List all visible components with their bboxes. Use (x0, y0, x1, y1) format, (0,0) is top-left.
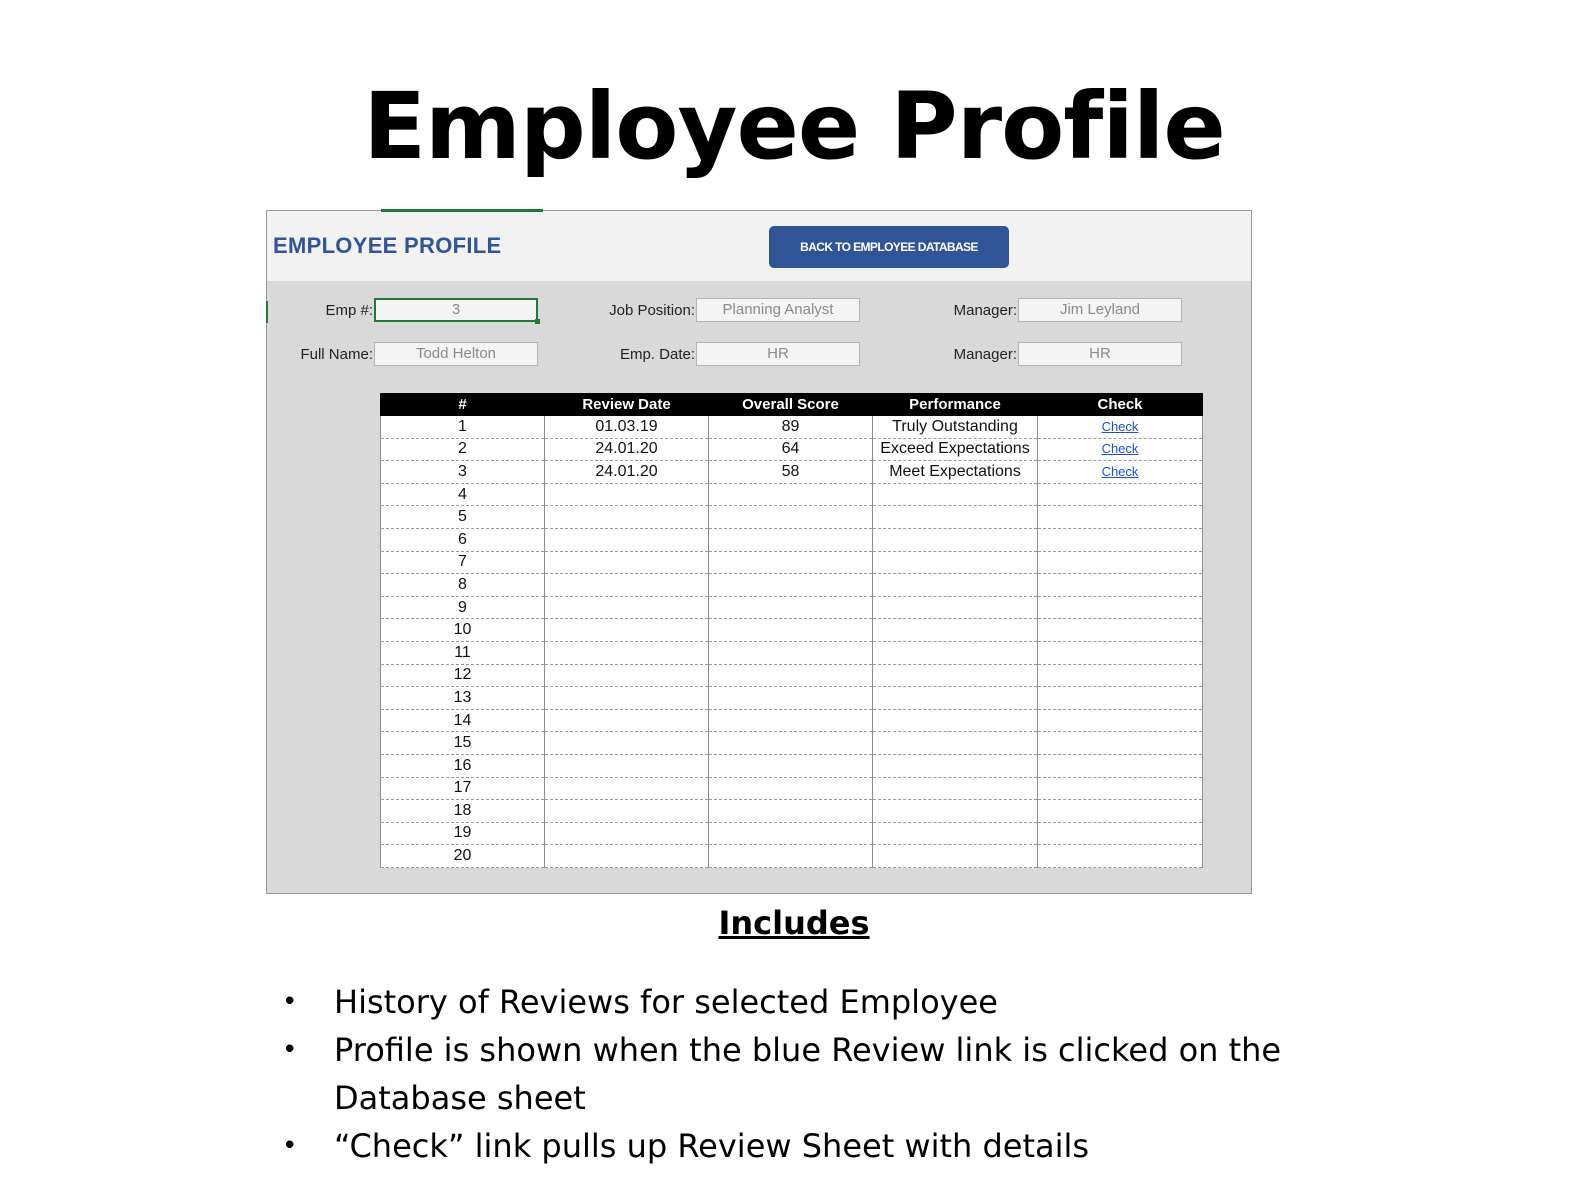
row-number-cell[interactable]: 12 (381, 664, 545, 687)
check-link[interactable]: Check (1101, 441, 1139, 457)
overall-score-cell[interactable] (709, 641, 873, 664)
panel-header (267, 211, 1251, 281)
table-row (381, 438, 1203, 461)
row-number-cell[interactable]: 14 (381, 709, 545, 732)
review-date-cell[interactable] (545, 709, 709, 732)
performance-cell[interactable]: Exceed Expectations (873, 438, 1038, 461)
emp-number-field[interactable] (374, 298, 538, 322)
performance-cell[interactable] (873, 800, 1038, 823)
row-number-cell[interactable]: 4 (381, 483, 545, 506)
check-cell[interactable] (1038, 732, 1203, 755)
bullet-icon: • (282, 1131, 298, 1161)
overall-score-cell[interactable] (709, 506, 873, 529)
emp-number-value: 3 (451, 301, 461, 318)
overall-score-cell[interactable] (709, 709, 873, 732)
slide-title: Employee Profile (363, 73, 1225, 180)
review-date-cell[interactable] (545, 483, 709, 506)
review-date-cell[interactable] (545, 619, 709, 642)
row-number-cell[interactable]: 15 (381, 732, 545, 755)
check-cell[interactable] (1038, 664, 1203, 687)
performance-cell[interactable] (873, 845, 1038, 868)
performance-cell[interactable] (873, 732, 1038, 755)
table-row (381, 709, 1203, 732)
check-cell[interactable] (1038, 641, 1203, 664)
overall-score-cell[interactable] (709, 845, 873, 868)
bullet-icon: • (282, 987, 298, 1017)
job-position-label: Job Position: (609, 302, 695, 319)
row-number-cell[interactable]: 5 (381, 506, 545, 529)
performance-cell[interactable] (873, 664, 1038, 687)
includes-list (282, 978, 1282, 1170)
col-header-performance[interactable]: Performance (873, 393, 1038, 416)
manager-field[interactable]: Jim Leyland (1018, 298, 1182, 322)
table-row (381, 528, 1203, 551)
row-number-cell[interactable]: 2 (381, 438, 545, 461)
performance-cell[interactable] (873, 528, 1038, 551)
bullet-text: History of Reviews for selected Employee (334, 983, 998, 1021)
performance-cell[interactable] (873, 619, 1038, 642)
list-item (282, 1122, 1282, 1170)
table-header-row (381, 393, 1203, 416)
check-link[interactable]: Check (1101, 418, 1139, 434)
panel-heading: EMPLOYEE PROFILE (273, 233, 502, 258)
fill-handle[interactable] (535, 319, 540, 324)
performance-cell[interactable] (873, 574, 1038, 597)
row-number-cell[interactable]: 7 (381, 551, 545, 574)
review-date-cell[interactable] (545, 845, 709, 868)
check-cell[interactable] (1038, 709, 1203, 732)
review-date-cell[interactable] (545, 732, 709, 755)
overall-score-cell[interactable]: 58 (709, 461, 873, 484)
selected-row-accent (266, 301, 268, 323)
employee-profile-panel (266, 210, 1252, 894)
table-row (381, 574, 1203, 597)
table-row (381, 800, 1203, 823)
performance-cell[interactable] (873, 709, 1038, 732)
performance-cell[interactable] (873, 483, 1038, 506)
review-date-cell[interactable] (545, 506, 709, 529)
review-date-cell[interactable] (545, 800, 709, 823)
overall-score-cell[interactable] (709, 800, 873, 823)
table-row (381, 664, 1203, 687)
overall-score-cell[interactable] (709, 777, 873, 800)
row-number-cell[interactable]: 13 (381, 687, 545, 710)
row-number-cell[interactable]: 9 (381, 596, 545, 619)
col-header-check[interactable]: Check (1038, 393, 1203, 416)
emp-number-label: Emp #: (325, 302, 373, 319)
full-name-field[interactable]: Todd Helton (374, 342, 538, 366)
row-number-cell[interactable]: 6 (381, 528, 545, 551)
performance-cell[interactable] (873, 641, 1038, 664)
check-cell[interactable] (1038, 822, 1203, 845)
overall-score-cell[interactable] (709, 596, 873, 619)
performance-cell[interactable]: Truly Outstanding (873, 416, 1038, 438)
review-date-cell[interactable] (545, 664, 709, 687)
review-date-cell[interactable]: 24.01.20 (545, 438, 709, 461)
row-number-cell[interactable]: 19 (381, 822, 545, 845)
row-number-cell[interactable]: 16 (381, 754, 545, 777)
row-number-cell[interactable]: 20 (381, 845, 545, 868)
emp-date-label: Emp. Date: (619, 346, 695, 363)
manager-label: Manager: (953, 302, 1017, 319)
review-date-cell[interactable] (545, 551, 709, 574)
overall-score-cell[interactable] (709, 687, 873, 710)
check-cell[interactable] (1038, 619, 1203, 642)
review-date-cell[interactable] (545, 754, 709, 777)
performance-cell[interactable] (873, 596, 1038, 619)
overall-score-cell[interactable] (709, 754, 873, 777)
check-cell[interactable] (1038, 777, 1203, 800)
bullet-text: “Check” link pulls up Review Sheet with details (334, 1127, 1090, 1165)
row-number-cell[interactable]: 11 (381, 641, 545, 664)
check-cell[interactable] (1038, 845, 1203, 868)
table-row (381, 845, 1203, 868)
table-row (381, 551, 1203, 574)
list-item (282, 978, 1282, 1026)
performance-cell[interactable] (873, 506, 1038, 529)
list-item (282, 1026, 1282, 1122)
table-row (381, 777, 1203, 800)
overall-score-cell[interactable] (709, 528, 873, 551)
overall-score-cell[interactable] (709, 551, 873, 574)
check-cell[interactable] (1038, 800, 1203, 823)
table-row (381, 596, 1203, 619)
row-number-cell[interactable]: 8 (381, 574, 545, 597)
job-position-field[interactable]: Planning Analyst (696, 298, 860, 322)
check-cell[interactable] (1038, 416, 1203, 438)
review-date-cell[interactable] (545, 641, 709, 664)
includes-heading: Includes (718, 904, 870, 942)
table-row (381, 822, 1203, 845)
selected-column-accent (381, 209, 543, 212)
review-date-cell[interactable] (545, 574, 709, 597)
overall-score-cell[interactable] (709, 483, 873, 506)
overall-score-cell[interactable] (709, 664, 873, 687)
bullet-text: Profile is shown when the blue Review link is clicked on the Database sheet (334, 1031, 1282, 1117)
table-row (381, 687, 1203, 710)
check-cell[interactable] (1038, 528, 1203, 551)
bullet-icon: • (282, 1035, 298, 1065)
table-row (381, 506, 1203, 529)
col-header-overall-score[interactable]: Overall Score (709, 393, 873, 416)
performance-cell[interactable] (873, 687, 1038, 710)
overall-score-cell[interactable] (709, 822, 873, 845)
check-cell[interactable] (1038, 596, 1203, 619)
full-name-label: Full Name: (300, 346, 373, 363)
review-date-cell[interactable] (545, 777, 709, 800)
check-cell[interactable] (1038, 506, 1203, 529)
check-cell[interactable] (1038, 461, 1203, 484)
overall-score-cell[interactable] (709, 574, 873, 597)
table-row (381, 461, 1203, 484)
performance-cell[interactable] (873, 754, 1038, 777)
review-date-cell[interactable]: 24.01.20 (545, 461, 709, 484)
manager-2-field[interactable]: HR (1018, 342, 1182, 366)
overall-score-cell[interactable] (709, 732, 873, 755)
performance-cell[interactable] (873, 822, 1038, 845)
table-row (381, 619, 1203, 642)
table-row (381, 641, 1203, 664)
table-row (381, 416, 1203, 438)
manager-2-label: Manager: (953, 346, 1017, 363)
performance-cell[interactable]: Meet Expectations (873, 461, 1038, 484)
check-cell[interactable] (1038, 483, 1203, 506)
review-date-cell[interactable] (545, 596, 709, 619)
review-date-cell[interactable]: 01.03.19 (545, 416, 709, 438)
check-cell[interactable] (1038, 438, 1203, 461)
row-number-cell[interactable]: 18 (381, 800, 545, 823)
overall-score-cell[interactable] (709, 619, 873, 642)
overall-score-cell[interactable]: 89 (709, 416, 873, 438)
table-row (381, 483, 1203, 506)
check-cell[interactable] (1038, 687, 1203, 710)
review-date-cell[interactable] (545, 528, 709, 551)
row-number-cell[interactable]: 17 (381, 777, 545, 800)
check-cell[interactable] (1038, 574, 1203, 597)
performance-cell[interactable] (873, 777, 1038, 800)
check-cell[interactable] (1038, 551, 1203, 574)
col-header-review-date[interactable]: Review Date (545, 393, 709, 416)
review-date-cell[interactable] (545, 822, 709, 845)
row-number-cell[interactable]: 3 (381, 461, 545, 484)
check-link[interactable]: Check (1101, 463, 1139, 479)
check-cell[interactable] (1038, 754, 1203, 777)
emp-date-field[interactable]: HR (696, 342, 860, 366)
review-date-cell[interactable] (545, 687, 709, 710)
back-to-database-button[interactable]: BACK TO EMPLOYEE DATABASE (769, 226, 1009, 268)
table-row (381, 754, 1203, 777)
performance-cell[interactable] (873, 551, 1038, 574)
table-row (381, 732, 1203, 755)
row-number-cell[interactable]: 10 (381, 619, 545, 642)
reviews-table (380, 393, 1203, 868)
row-number-cell[interactable]: 1 (381, 416, 545, 438)
overall-score-cell[interactable]: 64 (709, 438, 873, 461)
col-header-number[interactable]: # (381, 393, 545, 416)
